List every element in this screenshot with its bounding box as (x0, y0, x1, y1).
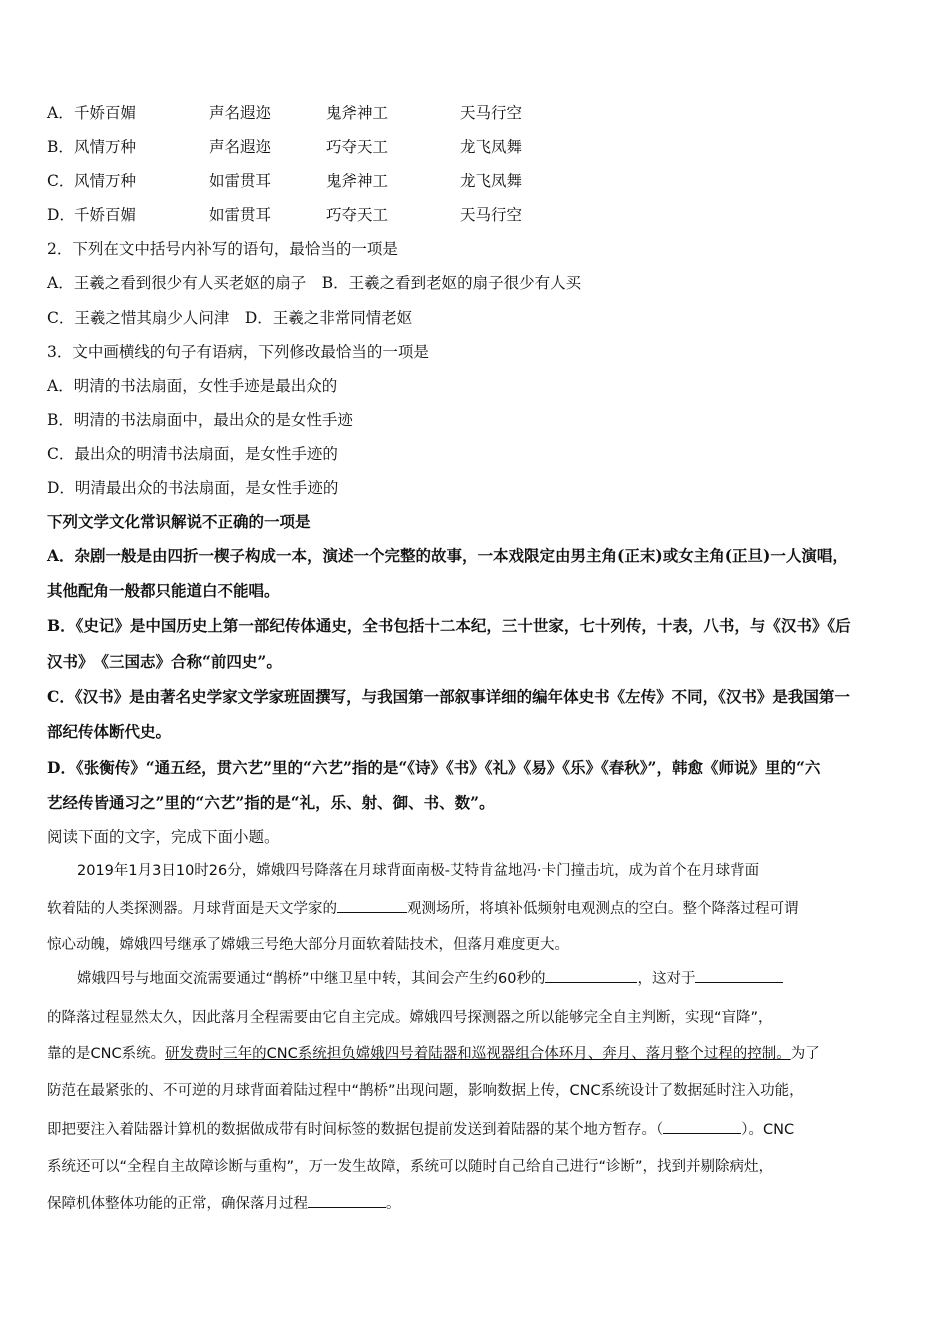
passage-p1-line1: 2019年1月3日10时26分，嫦娥四号降落在月球背面南极-艾特肯盆地冯·卡门撞击坑，成为首个在月球背面 (77, 863, 760, 879)
passage-p2-line4: 防范在最紧张的、不可逆的月球背面着陆过程中“鹊桥”出现问题，影响数据上传，CNC系统设计了数据延时注入功能， (47, 1083, 804, 1099)
q4-option-b-line2: 汉书》 《三国志》合称“前四史”。 (47, 652, 282, 671)
passage-p2-line7 (47, 1193, 401, 1214)
passage-text: 软着陆的人类探测器。月球背面是天文学家的 (47, 901, 337, 917)
passage-text: 靠的是CNC系统。 (47, 1046, 166, 1062)
fill-blank-4 (663, 1119, 741, 1134)
passage-p1-line3: 惊心动魄，嫦娥四号继承了嫦娥三号绝大部分月面软着陆技术，但落月难度更大。 (47, 937, 569, 953)
q4-option-a-line1: A．杂剧一般是由四折一楔子构成一本，演述一个完整的故事，一本戏限定由男主角(正末)或女主角(正旦)一人演唱， (47, 546, 848, 565)
q2-options-ab: A．王羲之看到很少有人买老妪的扇子 B．王羲之看到老妪的扇子很少有人买 (47, 274, 582, 292)
q4-option-d-line2: 艺经传皆通习之”里的“六艺”指的是“礼，乐、射、御、书、数”。 (47, 793, 495, 812)
passage-text: 。 (386, 1196, 401, 1212)
passage-text: 嫦娥四号与地面交流需要通过“鹊桥”中继卫星中转，其间会产生约60秒的 (77, 971, 546, 987)
q4-stem: 下列文学文化常识解说不正确的一项是 (47, 512, 311, 531)
option-item: 龙飞凤舞 (460, 172, 523, 190)
passage-text: ）。CNC (741, 1122, 795, 1138)
passage-p2-line6: 系统还可以“全程自主故障诊断与重构”，万一发生故障，系统可以随时自己给自己进行“诊断”，找到并剔除病灶， (47, 1159, 774, 1175)
passage-p2-line3 (47, 1044, 820, 1064)
option-item: 巧夺天工 (326, 138, 389, 156)
option-item: 鬼斧神工 (326, 104, 389, 122)
passage-p1-line2 (47, 898, 799, 919)
q4-option-c-line2: 部纪传体断代史。 (47, 722, 172, 741)
passage-p2-line5 (47, 1119, 794, 1140)
option-item: 如雷贯耳 (209, 172, 272, 190)
passage-text: 保障机体整体功能的正常，确保落月过程 (47, 1196, 308, 1212)
fill-blank-2 (545, 968, 637, 983)
q4-option-b-line1: B．《史记》是中国历史上第一部纪传体通史，全书包括十二本纪，三十世家，七十列传，十表，八书，与《汉书》《后 (47, 616, 851, 635)
q4-option-c-line1: C．《汉书》是由著名史学家文学家班固撰写，与我国第一部叙事详细的编年体史书《左传》不同，《汉书》是我国第一 (47, 687, 850, 706)
option-item: 巧夺天工 (326, 206, 389, 224)
passage-text: 观测场所，将填补低频射电观测点的空白。整个降落过程可谓 (407, 901, 799, 917)
q3-option-c: C．最出众的明清书法扇面，是女性手迹的 (47, 445, 338, 463)
option-item: 声名遐迩 (209, 138, 272, 156)
q3-option-d: D．明清最出众的书法扇面，是女性手迹的 (47, 479, 339, 497)
q4-option-d-line1: D．《张衡传》“通五经，贯六艺”里的“六艺”指的是“《诗》《书》《礼》《易》《乐》《春秋》”，韩愈《师说》里的“六 (47, 758, 821, 777)
passage-p2-line1 (77, 968, 783, 989)
option-item: 声名遐迩 (209, 104, 272, 122)
fill-blank-3 (695, 968, 783, 983)
underlined-sentence: 研发费时三年的CNC系统担负嫦娥四号着陆器和巡视器组合体环月、奔月、落月整个过程的控制。 (165, 1046, 791, 1062)
option-item: 千娇百媚 (74, 206, 137, 224)
option-label: A． (47, 104, 74, 122)
q4-option-a-line2: 其他配角一般都只能道白不能唱。 (47, 581, 280, 600)
fill-blank-1 (337, 898, 407, 913)
option-item: 天马行空 (460, 104, 523, 122)
q3-option-b: B．明清的书法扇面中，最出众的是女性手迹 (47, 411, 353, 429)
q2-stem: 2．下列在文中括号内补写的语句，最恰当的一项是 (47, 240, 398, 258)
passage-text: 即把要注入着陆器计算机的数据做成带有时间标签的数据包提前发送到着陆器的某个地方暂存。（ (47, 1122, 664, 1138)
option-item: 千娇百媚 (74, 104, 137, 122)
reading-intro: 阅读下面的文字，完成下面小题。 (47, 828, 280, 846)
option-label: D． (47, 206, 75, 224)
option-item: 天马行空 (460, 206, 523, 224)
option-label: C． (47, 172, 75, 190)
option-item: 如雷贯耳 (209, 206, 272, 224)
option-item: 风情万种 (74, 138, 137, 156)
fill-blank-5 (308, 1193, 386, 1208)
passage-text: ，这对于 (637, 971, 696, 987)
option-item: 龙飞凤舞 (460, 138, 523, 156)
option-item: 风情万种 (74, 172, 137, 190)
q3-option-a: A．明清的书法扇面，女性手迹是最出众的 (47, 377, 338, 395)
passage-p2-line2: 的降落过程显然太久，因此落月全程需要由它自主完成。嫦娥四号探测器之所以能够完全自主判断，实现“盲降”， (47, 1010, 773, 1026)
q3-stem: 3．文中画横线的句子有语病，下列修改最恰当的一项是 (47, 343, 429, 361)
q2-options-cd: C．王羲之惜其扇少人问津 D．王羲之非常同情老妪 (47, 309, 413, 327)
passage-text: 为了 (790, 1046, 820, 1062)
option-label: B． (47, 138, 74, 156)
option-item: 鬼斧神工 (326, 172, 389, 190)
